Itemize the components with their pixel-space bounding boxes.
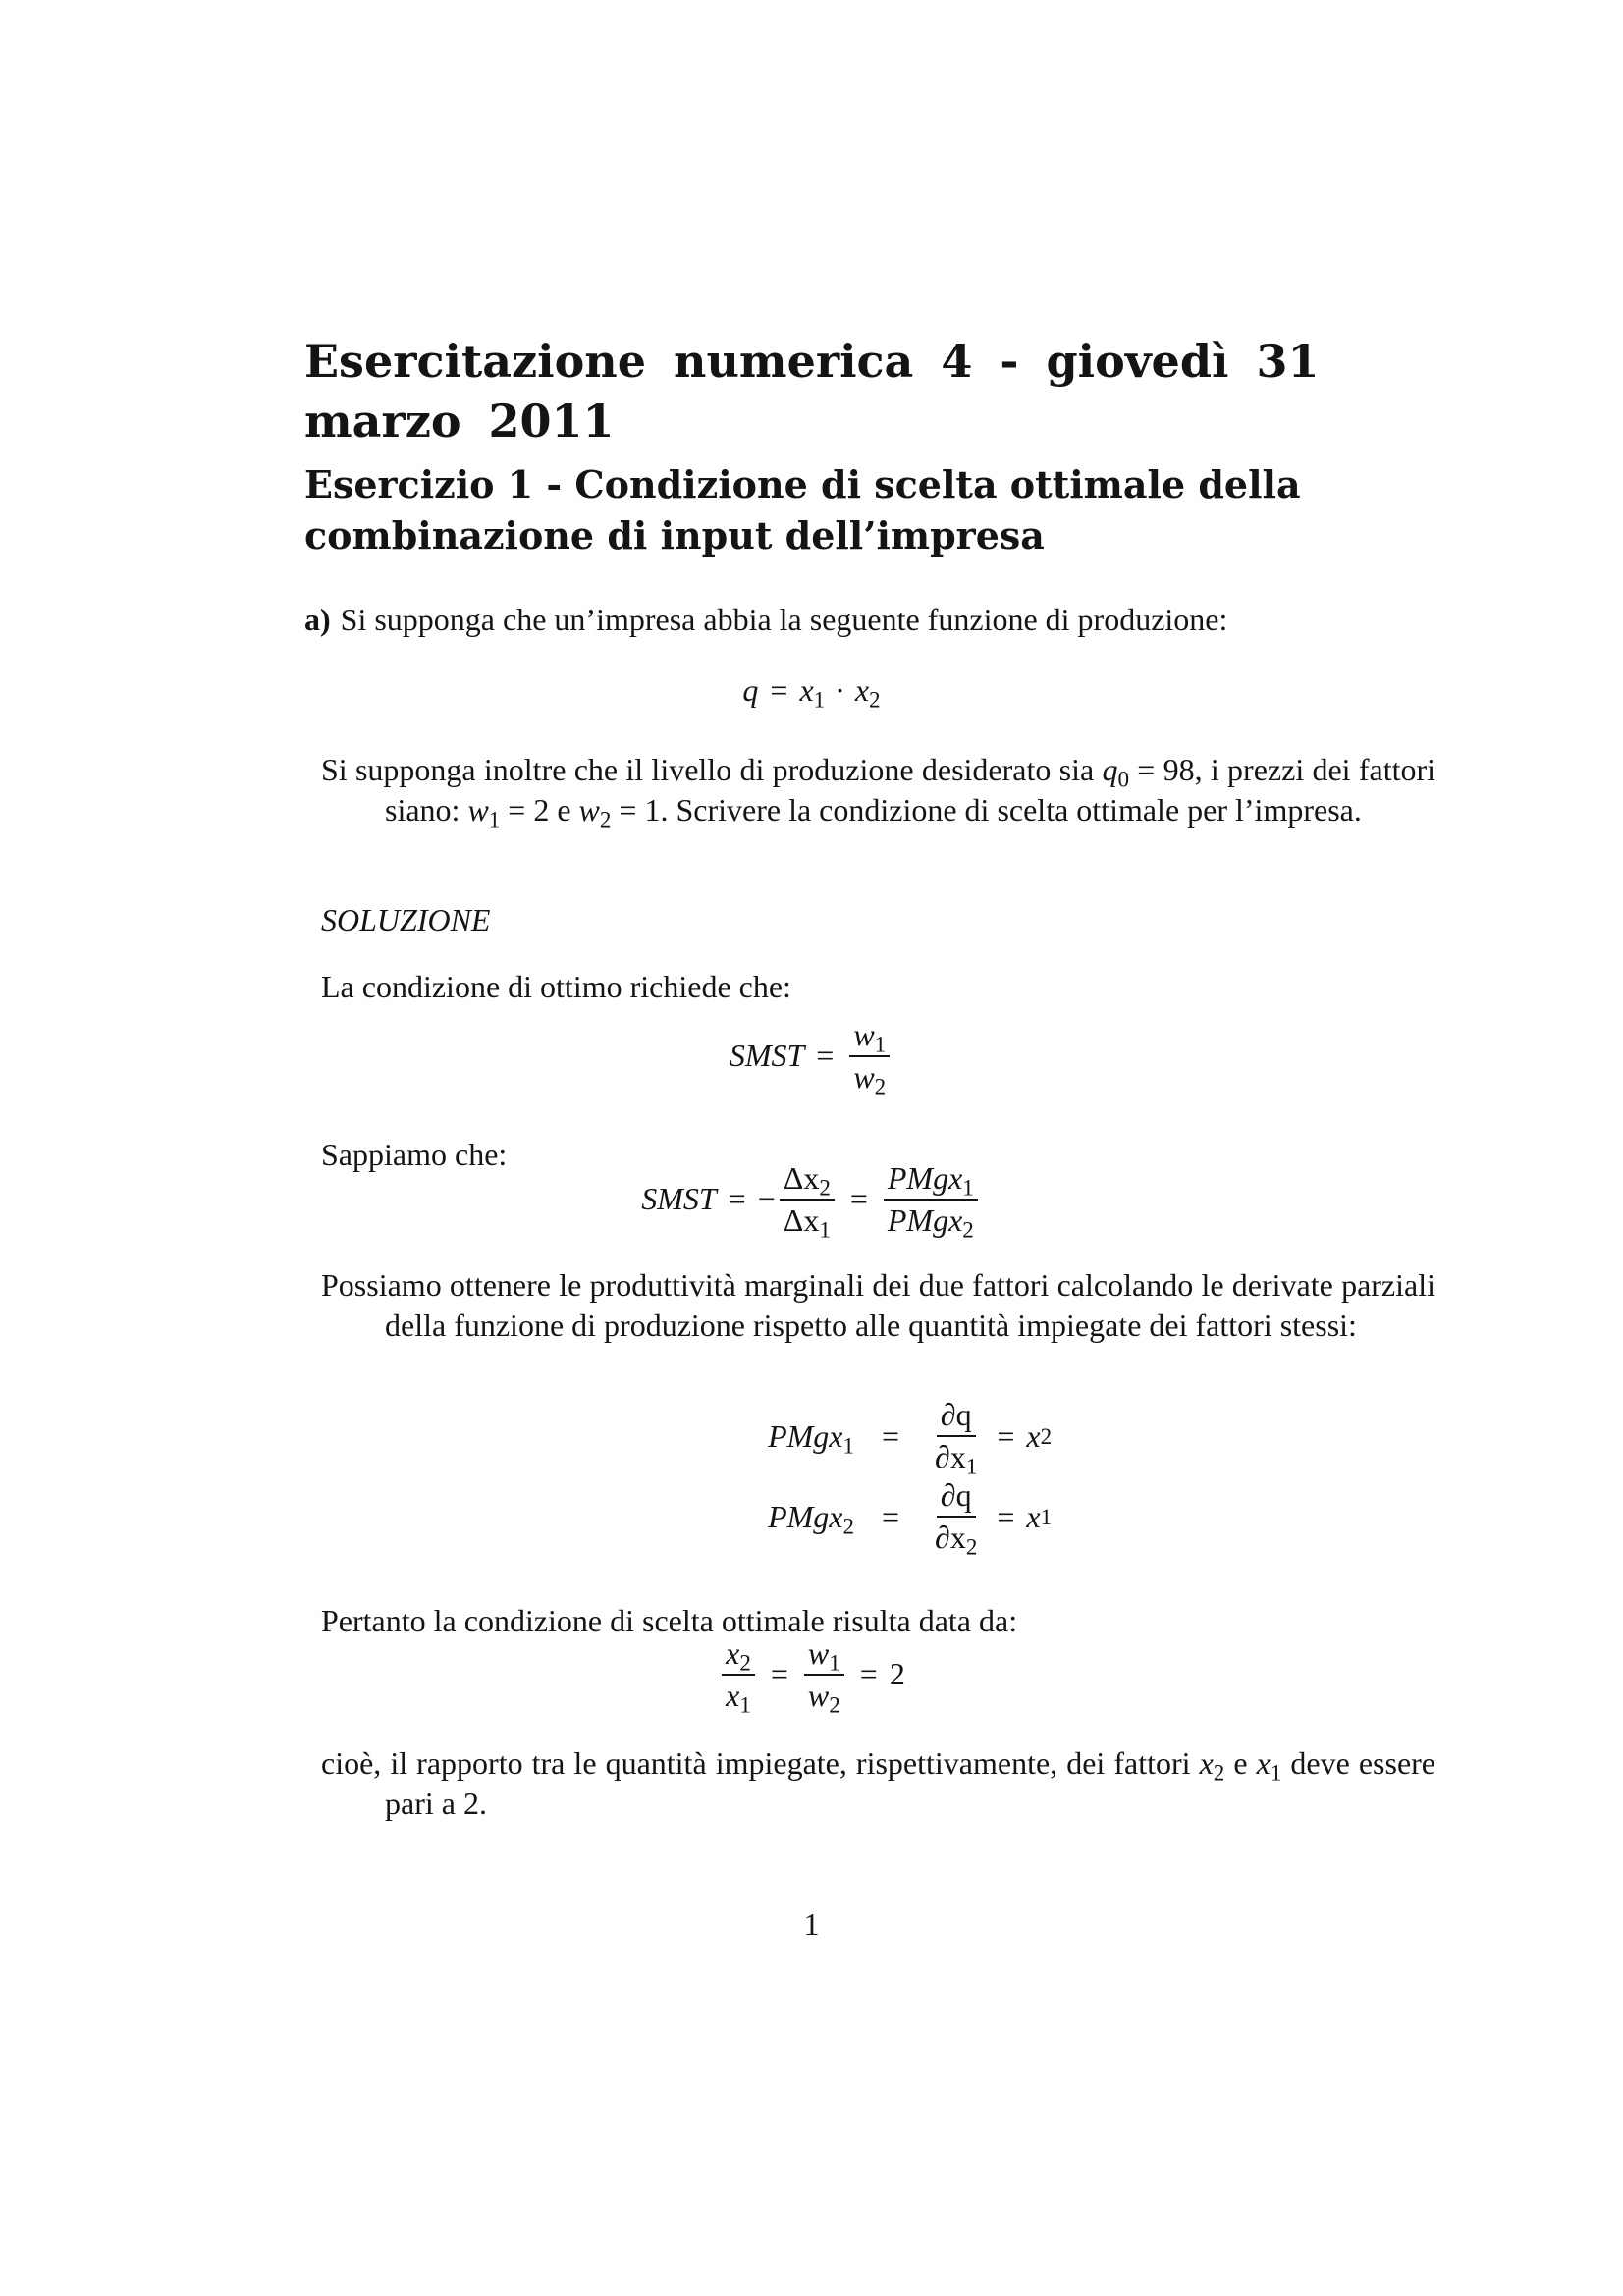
w2-sub: 2 — [599, 806, 612, 832]
pmg-fraction: $\frac{PMgx_1}{PMgx_2}$ — [884, 1160, 978, 1239]
w2-value: 1 — [644, 792, 661, 828]
w1-symbol: w — [467, 792, 489, 828]
partial-derivatives — [717, 1396, 1109, 1560]
p1-text-c: . Scrivere la condizione di scelta ottimale per l’impresa. — [660, 792, 1362, 828]
q0-sub: 0 — [1117, 766, 1129, 792]
part-a-text: Si supponga che un’impresa abbia la seguente funzione di produzione: — [340, 602, 1228, 637]
paragraph-1: Si supponga inoltre che il livello di produzione desiderato sia $q_0 = 98$, i prezzi dei fattori siano: $w_1 = 2$ e $w_2 = 1$. Scrivere la condizione di scelta ottimale per l’impresa. — [321, 752, 1436, 832]
smst-symbol: SMST — [729, 1038, 805, 1074]
w1-sub: 1 — [488, 806, 501, 832]
x2-symbol: x — [854, 672, 870, 708]
x1-symbol: x — [799, 672, 814, 708]
p1-text-a: Si supponga inoltre che il livello di produzione desiderato sia — [321, 752, 1095, 787]
p1-text-b: , i prezzi dei fattori siano: — [385, 752, 1436, 828]
paragraph-2: Possiamo ottenere le produttività marginali dei due fattori calcolando le derivate parziali della funzione di produzione rispetto alle quantità impiegate dei fattori stessi: — [321, 1267, 1435, 1343]
optimum-equation: SMST = $\frac{w_1}{w_2}$ — [0, 1017, 1623, 1095]
solution-label: SOLUZIONE — [321, 902, 491, 937]
w1-value: 2 — [533, 792, 550, 828]
part-a-label: a) — [304, 602, 331, 637]
smst-equation: SMST = − $\frac{\Delta x_2}{\Delta x_1}$ = $\frac{PMgx_1}{PMgx_2}$ — [0, 1160, 1623, 1239]
x2-sub: 2 — [869, 686, 881, 713]
q-symbol: q — [742, 672, 759, 708]
x-ratio-fraction: $\frac{x_2}{x_1}$ — [722, 1635, 755, 1714]
delta-fraction: $\frac{\Delta x_2}{\Delta x_1}$ — [780, 1160, 835, 1239]
smst-symbol-2: SMST — [641, 1181, 717, 1217]
part-a-intro — [304, 600, 1384, 640]
w-ratio-fraction: $\frac{w_1}{w_2}$ — [849, 1017, 890, 1095]
and-word: e — [557, 792, 571, 828]
optimum-intro: La condizione di ottimo richiede che: — [321, 969, 791, 1004]
q0-value: 98 — [1163, 752, 1195, 787]
sappiamo-text: Sappiamo che: — [321, 1137, 508, 1172]
document-title: Esercitazione numerica 4 - giovedì 31 marzo 2011 — [304, 335, 1320, 448]
ratio-result: 2 — [889, 1656, 905, 1692]
production-function: $q = x_1 \cdot x_2$ — [742, 672, 881, 713]
partial-row-1: PMgx$_1$ = $\frac{\partial q}{\partial x_1}$ = x 2 — [768, 1397, 1053, 1479]
exercise-heading: Esercizio 1 - Condizione di scelta ottimale della combinazione di input dell’impresa — [304, 462, 1301, 558]
page-number: 1 — [803, 1906, 820, 1942]
q0-symbol: q — [1102, 752, 1118, 787]
optimal-choice-equation: $\frac{x_2}{x_1}$ = $\frac{w_1}{w_2}$ = 2 — [0, 1635, 1623, 1714]
x1-sub: 1 — [813, 686, 826, 713]
partial-row-2: PMgx$_2$ = $\frac{\partial q}{\partial x_2}$ = x 1 — [768, 1477, 1053, 1560]
paragraph-3: Pertanto la condizione di scelta ottimale risulta data da: — [321, 1603, 1018, 1638]
paragraph-4: cioè, il rapporto tra le quantità impiegate, rispettivamente, dei fattori $x_2$ e $x_1$ deve essere pari a 2. — [321, 1745, 1435, 1821]
w2-symbol: w — [578, 792, 600, 828]
